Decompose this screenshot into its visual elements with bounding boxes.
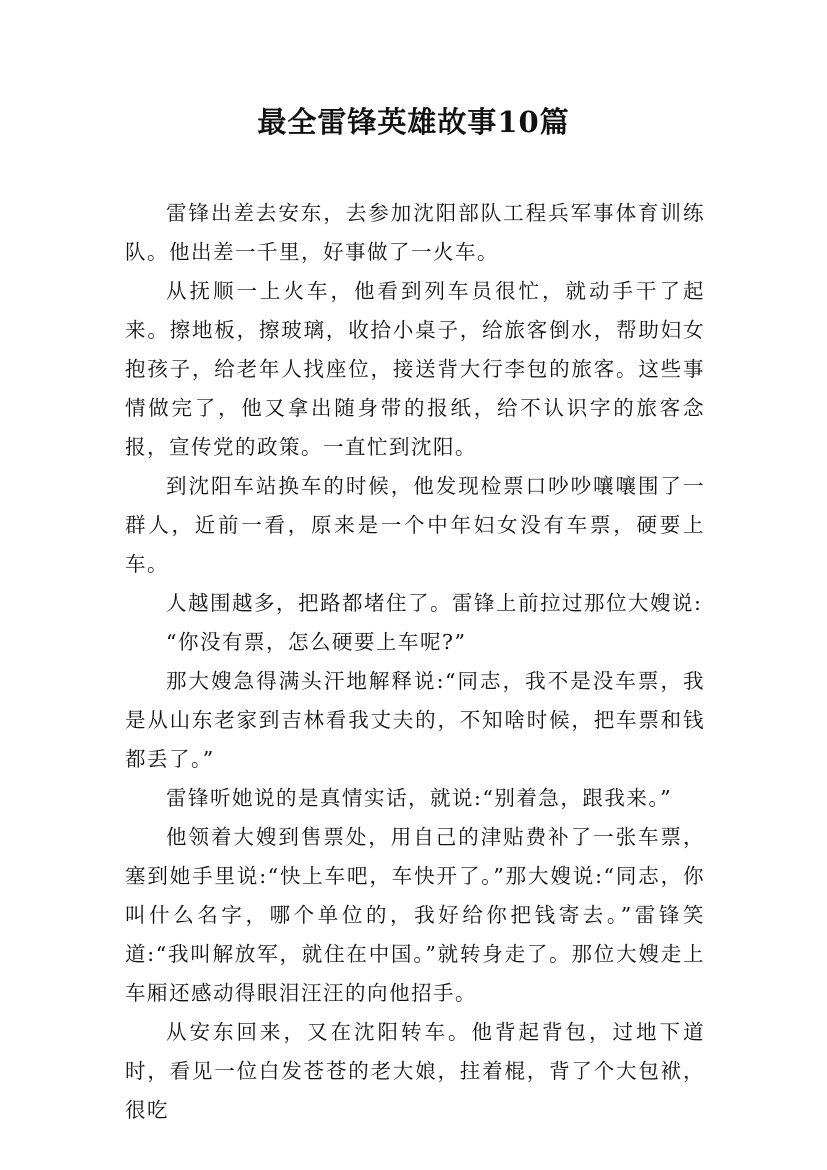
paragraph: 那大嫂急得满头汗地解释说:“同志，我不是没车票，我是从山东老家到吉林看我丈夫的，不知啥时候，把车票和钱都丢了。” (125, 669, 705, 771)
paragraph: 人越围越多，把路都堵住了。雷锋上前拉过那位大嫂说: (166, 591, 703, 615)
paragraph: 到沈阳车站换车的时候，他发现检票口吵吵嚷嚷围了一群人，近前一看，原来是一个中年妇女没有车票，硬要上车。 (125, 474, 705, 576)
paragraph: “你没有票，怎么硬要上车呢?” (166, 630, 467, 654)
paragraph: 雷锋听她说的是真情实话，就说:“别着急，跟我来。” (166, 786, 673, 810)
paragraph: 雷锋出差去安东，去参加沈阳部队工程兵军事体育训练队。他出差一千里，好事做了一火车。 (125, 201, 705, 264)
document-title: 最全雷锋英雄故事10篇 (257, 105, 570, 139)
paragraph: 从抚顺一上火车，他看到列车员很忙，就动手干了起来。擦地板，擦玻璃，收拾小桌子，给旅客倒水，帮助妇女抱孩子，给老年人找座位，接送背大行李包的旅客。这些事情做完了，他又拿出随身带的报纸，给不认识字的旅客念报，宣传党的政策。一直忙到沈阳。 (125, 279, 705, 459)
paragraph: 他领着大嫂到售票处，用自己的津贴费补了一张车票，塞到她手里说:“快上车吧，车快开了。”那大嫂说:“同志，你叫什么名字，哪个单位的，我好给你把钱寄去。”雷锋笑道:“我叫解放军，就住在中国。”就转身走了。那位大嫂走上车厢还感动得眼泪汪汪的向他招手。 (125, 825, 705, 1005)
paragraph: 从安东回来，又在沈阳转车。他背起背包，过地下道时，看见一位白发苍苍的老大娘，拄着棍，背了个大包袱，很吃 (125, 1020, 705, 1122)
document-body (125, 194, 705, 1130)
